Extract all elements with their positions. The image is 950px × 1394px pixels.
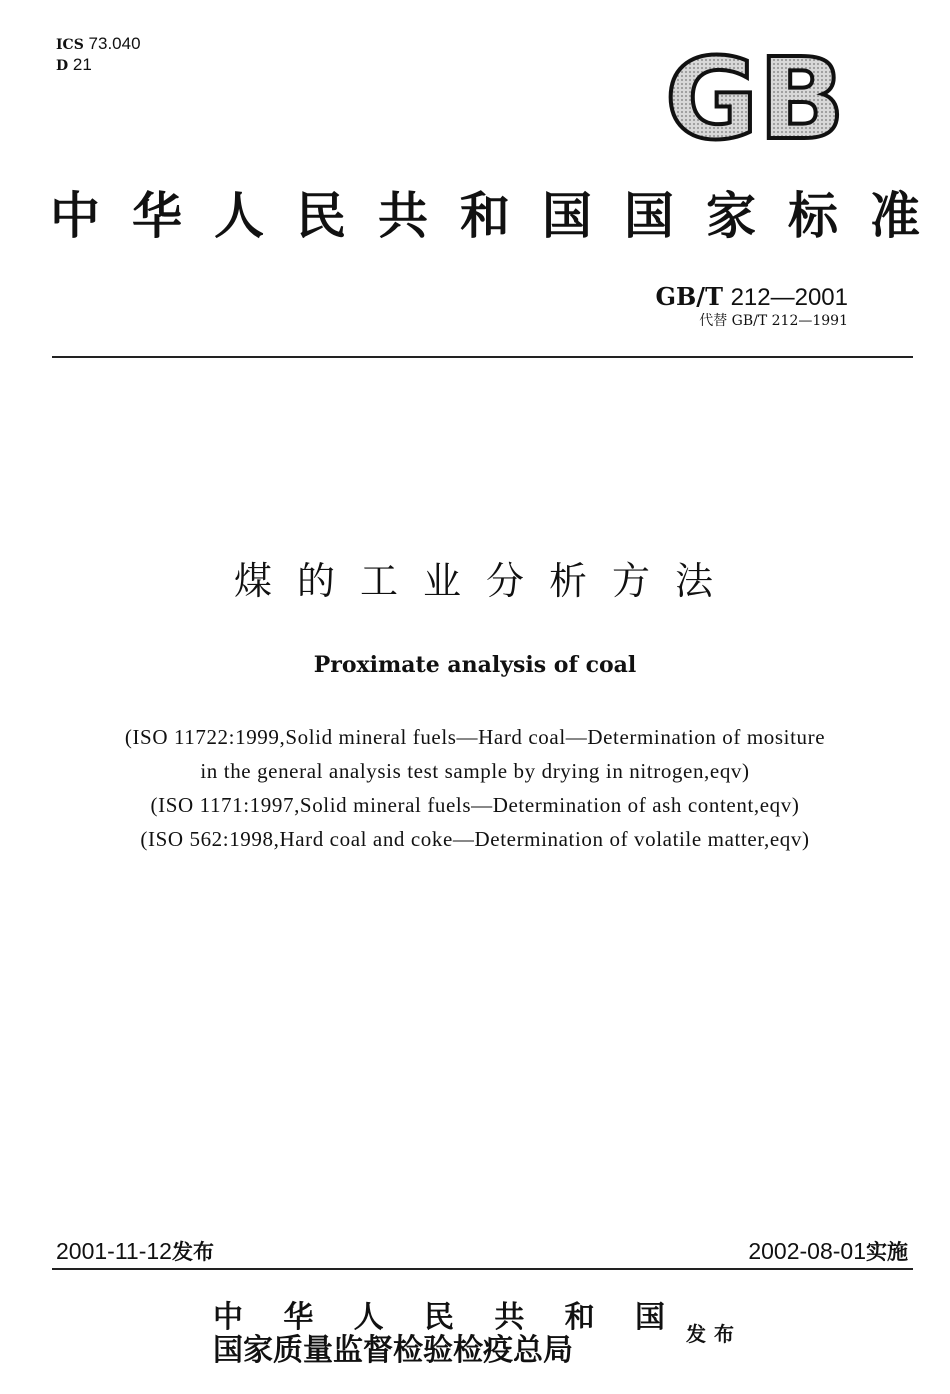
- issue-date: 2001-11-12发布: [56, 1238, 214, 1264]
- publisher-char: 人: [353, 1300, 384, 1335]
- heading-char: 中: [50, 187, 100, 245]
- publisher-line-1: [213, 1300, 665, 1336]
- replaces-standard: 代替 GB/T 212—1991: [699, 313, 848, 329]
- top-divider: [52, 356, 913, 358]
- heading-char: 人: [214, 187, 264, 245]
- national-standard-heading: [50, 186, 920, 246]
- implementation-date: 2002-08-01实施: [748, 1238, 908, 1264]
- gb-logo: [660, 50, 850, 150]
- publisher-char: 国: [634, 1300, 665, 1335]
- publisher-char: 和: [564, 1300, 595, 1335]
- publisher-char: 中: [213, 1300, 243, 1335]
- title-chinese: 煤的工业分析方法: [233, 559, 738, 603]
- heading-char: 华: [132, 187, 182, 245]
- heading-char: 家: [706, 187, 756, 245]
- bottom-divider: [52, 1268, 913, 1270]
- heading-char: 共: [378, 187, 428, 245]
- standard-code: GB/T 212—2001: [655, 282, 848, 311]
- standard-number-block: [600, 283, 848, 330]
- publisher-char: 共: [494, 1300, 525, 1335]
- iso-reference: in the general analysis test sample by drying in nitrogen,eqv): [200, 759, 750, 783]
- heading-char: 准: [870, 187, 920, 245]
- iso-reference: (ISO 1171:1997,Solid mineral fuels—Determination of ash content,eqv): [150, 793, 800, 817]
- heading-char: 国: [624, 187, 674, 245]
- gb-logo-text: GB: [665, 50, 845, 150]
- heading-char: 标: [788, 187, 838, 245]
- ccs-code: D 21: [56, 55, 92, 74]
- publisher-char: 民: [423, 1300, 454, 1335]
- iso-reference: (ISO 562:1998,Hard coal and coke—Determination of volatile matter,eqv): [140, 827, 810, 851]
- ics-code: ICS 73.040: [56, 34, 141, 53]
- heading-char: 民: [296, 187, 346, 245]
- classification-codes: [56, 34, 141, 76]
- publisher-line-2: 国家质量监督检验检疫总局: [213, 1333, 573, 1368]
- heading-char: 国: [542, 187, 592, 245]
- publisher-verb: 发布: [686, 1322, 742, 1346]
- title-english: Proximate analysis of coal: [313, 652, 637, 678]
- publisher-char: 华: [283, 1300, 314, 1335]
- heading-char: 和: [460, 187, 510, 245]
- iso-reference: (ISO 11722:1999,Solid mineral fuels—Hard coal—Determination of mositure: [124, 725, 826, 749]
